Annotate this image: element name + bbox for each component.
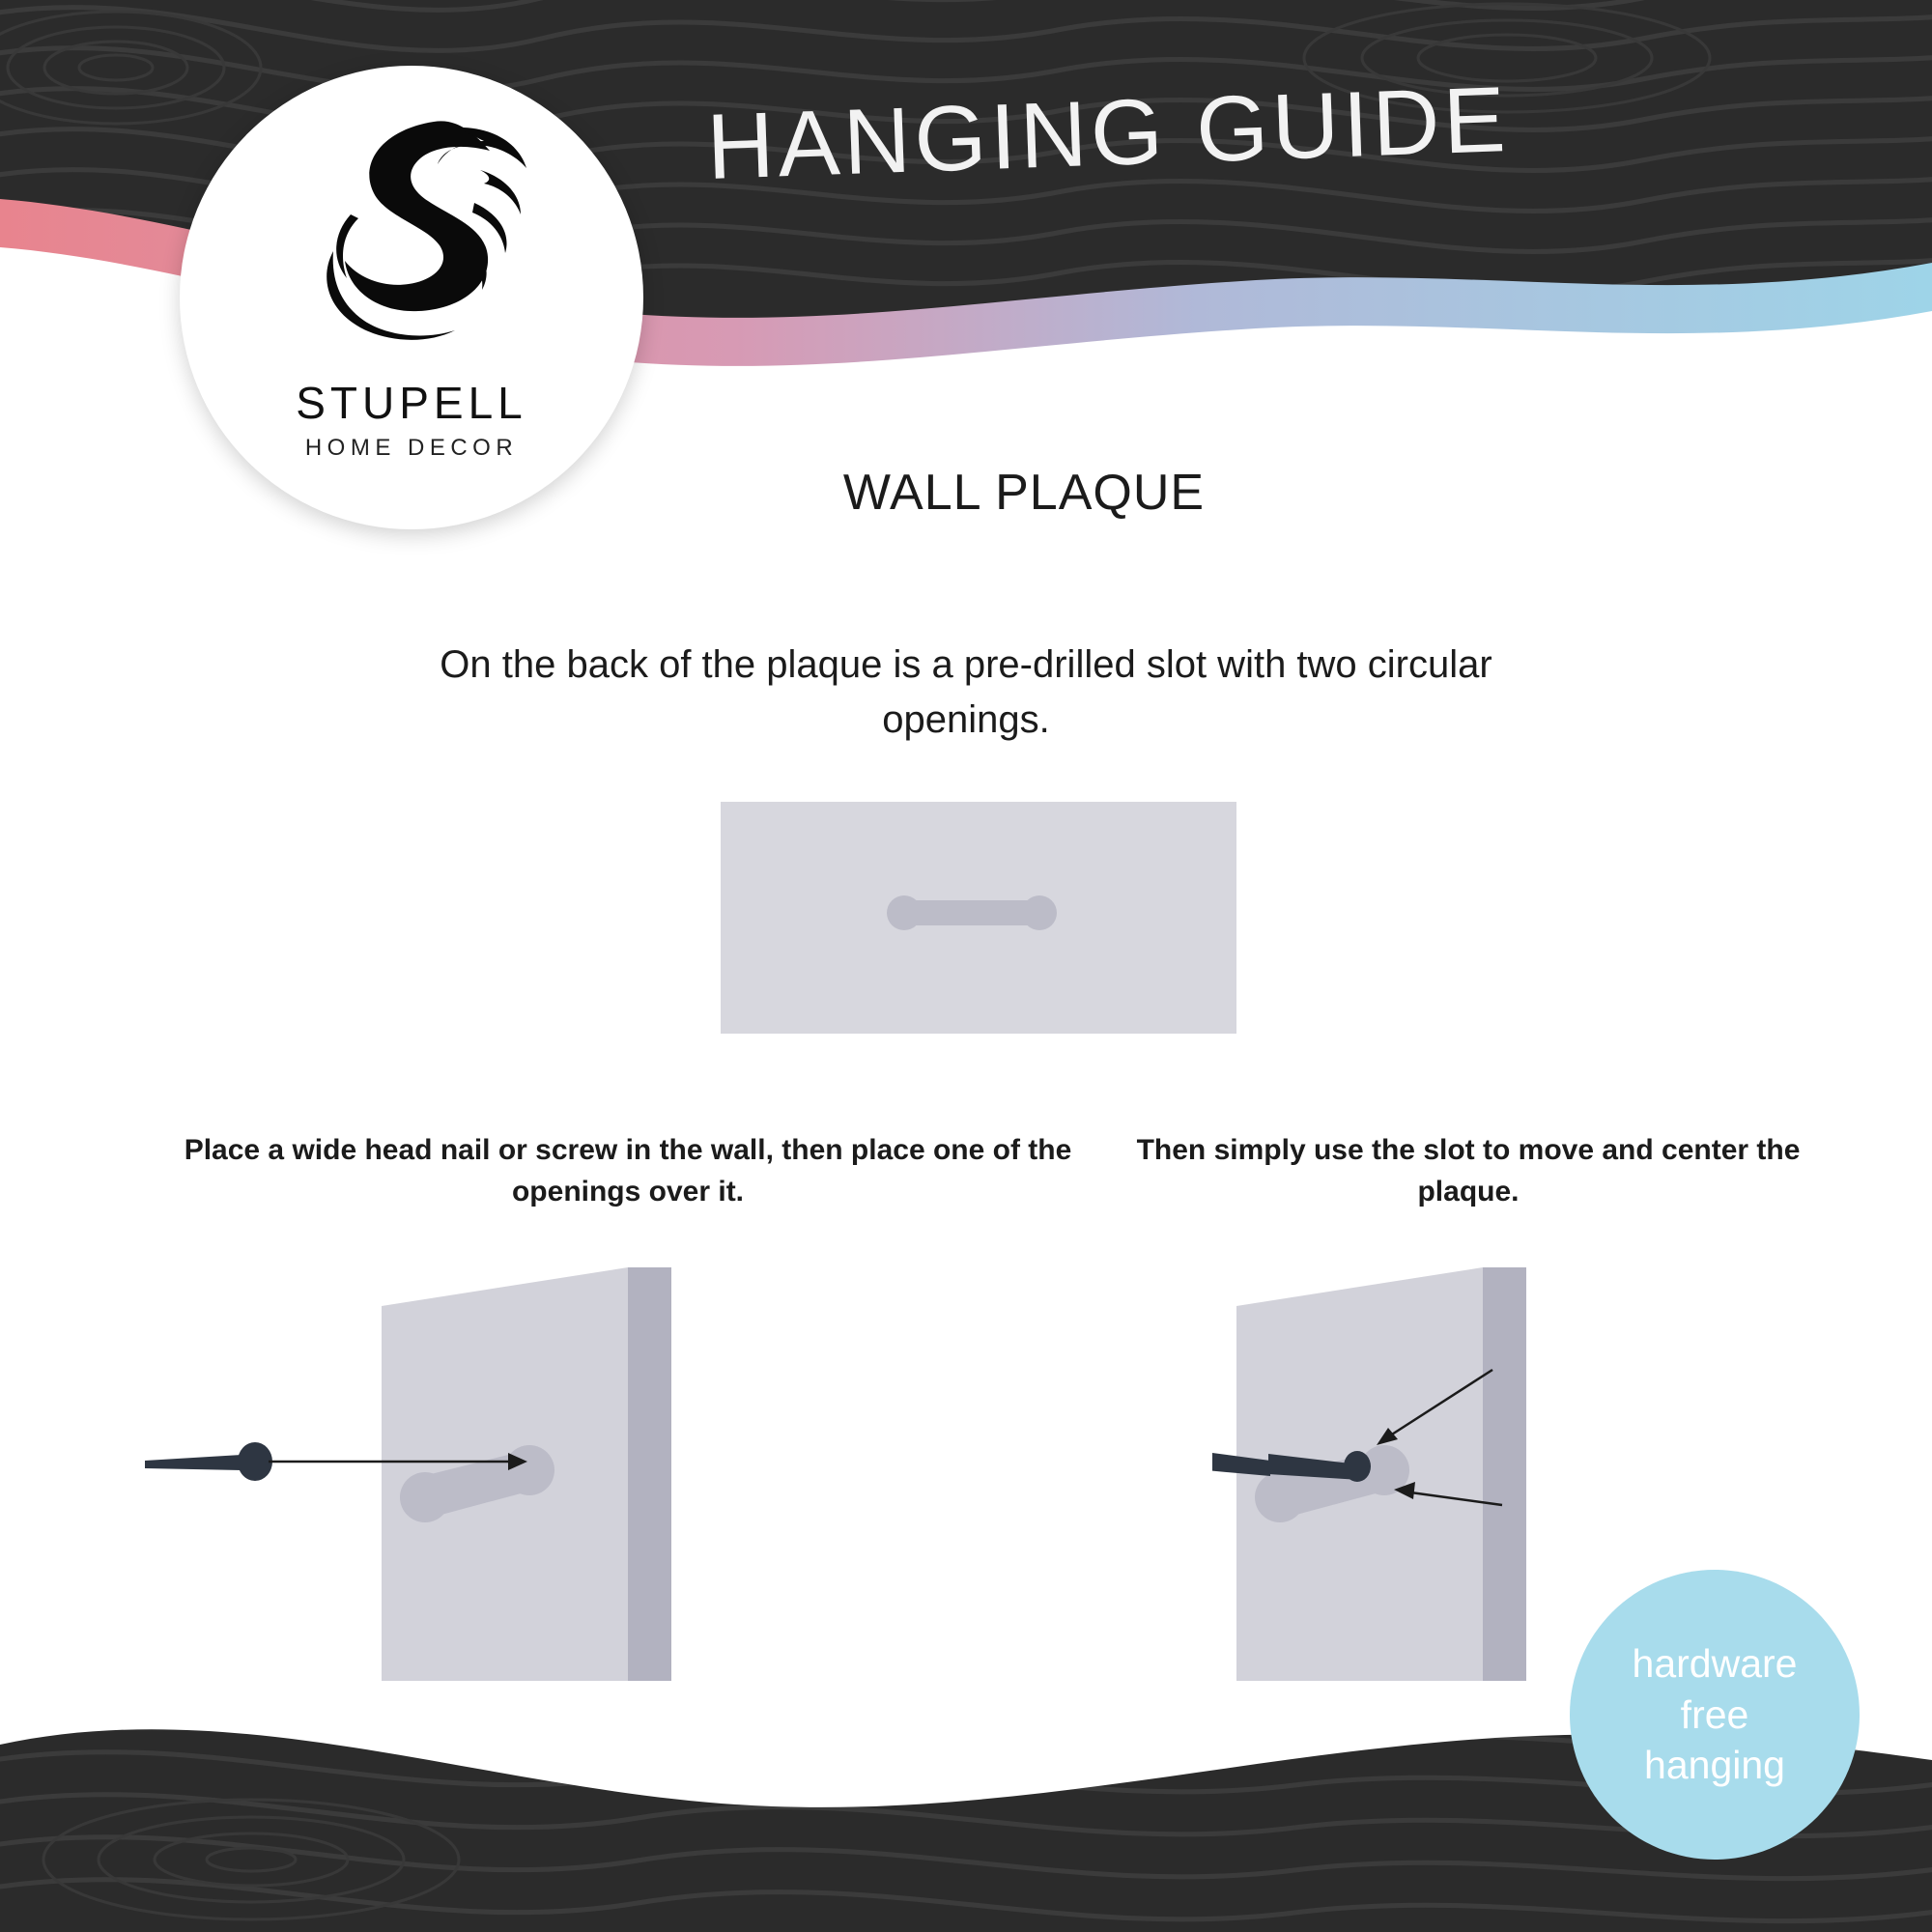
keyhole-slot-shape — [895, 900, 1049, 925]
badge-line-3: hanging — [1644, 1743, 1785, 1788]
plaque-back-slot-illustration — [721, 802, 1236, 1034]
step-1-instruction: On the back of the plaque is a pre-drilled slot with two circular openings. — [440, 643, 1492, 741]
product-type-title: WALL PLAQUE — [842, 465, 1206, 521]
badge-line-1: hardware — [1632, 1641, 1798, 1687]
nail-into-slot-illustration — [145, 1256, 821, 1710]
page-title: HANGING GUIDE — [705, 68, 1511, 199]
stupell-swoosh-logo-icon — [291, 116, 532, 367]
hardware-free-badge — [1570, 1570, 1860, 1860]
logo-subtitle: HOME DECOR — [304, 435, 519, 461]
slot-opening-left — [887, 895, 922, 930]
logo-badge — [180, 66, 643, 529]
badge-line-2: free — [1680, 1691, 1749, 1737]
step-2-instruction: Place a wide head nail or screw in the wall, then place one of the openings over it. — [184, 1134, 1072, 1208]
step-3-instruction: Then simply use the slot to move and center the plaque. — [1136, 1134, 1801, 1208]
slot-opening-right — [1022, 895, 1057, 930]
badge-text — [1633, 1638, 1798, 1790]
logo-name: STUPELL — [296, 378, 527, 428]
